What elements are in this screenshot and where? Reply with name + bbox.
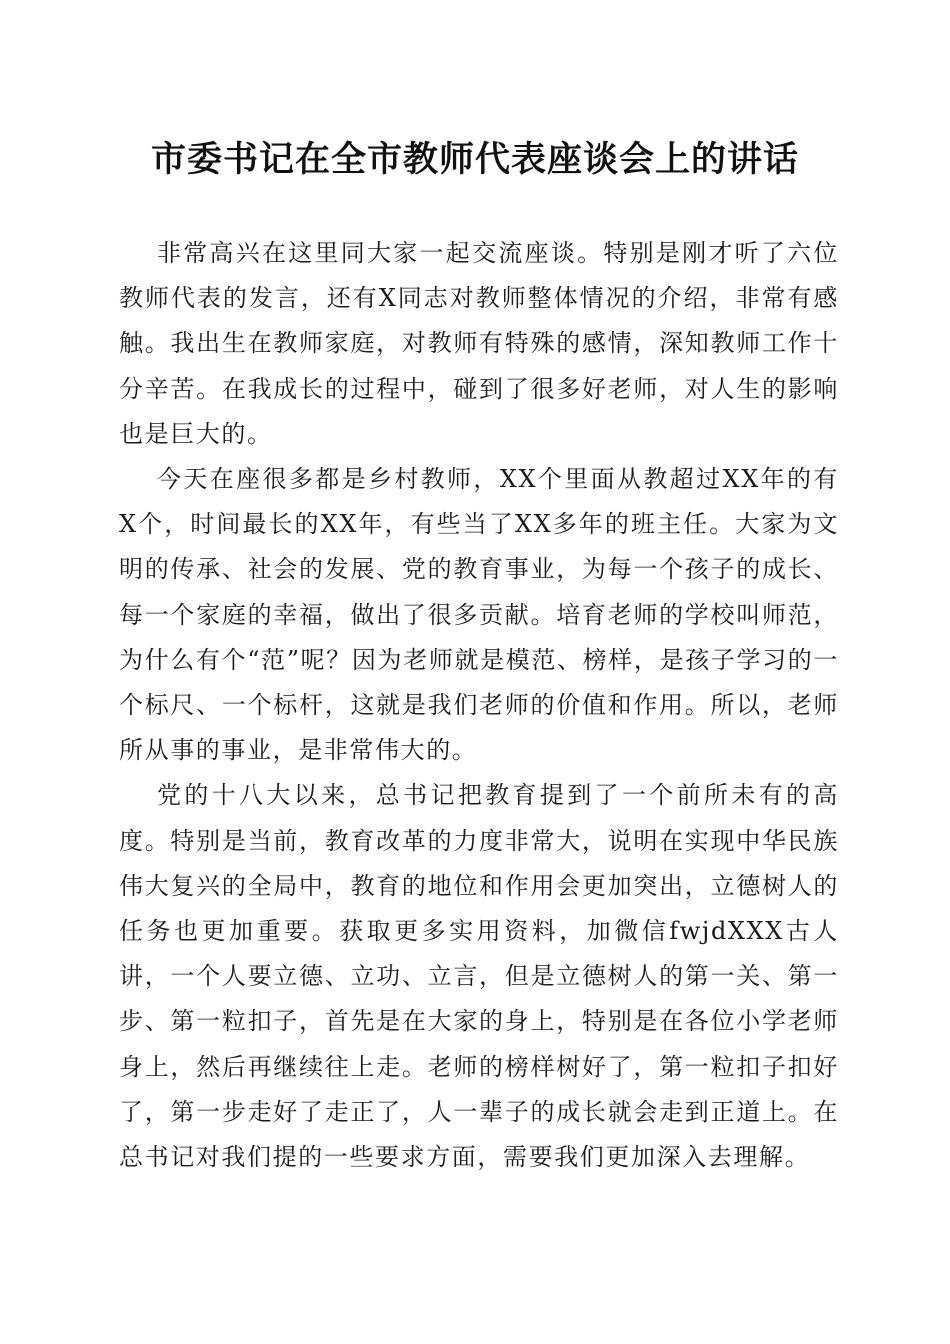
paragraph-1: 非常高兴在这里同大家一起交流座谈。特别是刚才听了六位教师代表的发言，还有X同志对教师整体情况的介绍，非常有感触。我出生在教师家庭，对教师有特殊的感情，深知教师工作十分辛苦。在我成长的过程中，碰到了很多好老师，对人生的影响也是巨大的。: [119, 239, 839, 448]
page-title: 市委书记在全市教师代表座谈会上的讲话: [150, 139, 799, 180]
document-body: [119, 231, 839, 1180]
paragraph-3: 党的十八大以来，总书记把教育提到了一个前所未有的高度。特别是当前，教育改革的力度非常大，说明在实现中华民族伟大复兴的全局中，教育的地位和作用会更加突出，立德树人的任务也更加重要。获取更多实用资料，加微信fwjdXXX古人讲，一个人要立德、立功、立言，但是立德树人的第一关、第一步、第一粒扣子，首先是在大家的身上，特别是在各位小学老师身上，然后再继续往上走。老师的榜样树好了，第一粒扣子扣好了，第一步走好了走正了，人一辈子的成长就会走到正道上。在总书记对我们提的一些要求方面，需要我们更加深入去理解。: [119, 781, 839, 1172]
paragraph-2: 今天在座很多都是乡村教师，XX个里面从教超过XX年的有X个，时间最长的XX年，有些当了XX多年的班主任。大家为文明的传承、社会的发展、党的教育事业，为每一个孩子的成长、每一个家庭的幸福，做出了很多贡献。培育老师的学校叫师范，为什么有个“范”呢？因为老师就是模范、榜样，是孩子学习的一个标尺、一个标杆，这就是我们老师的价值和作用。所以，老师所从事的事业，是非常伟大的。: [119, 465, 839, 765]
